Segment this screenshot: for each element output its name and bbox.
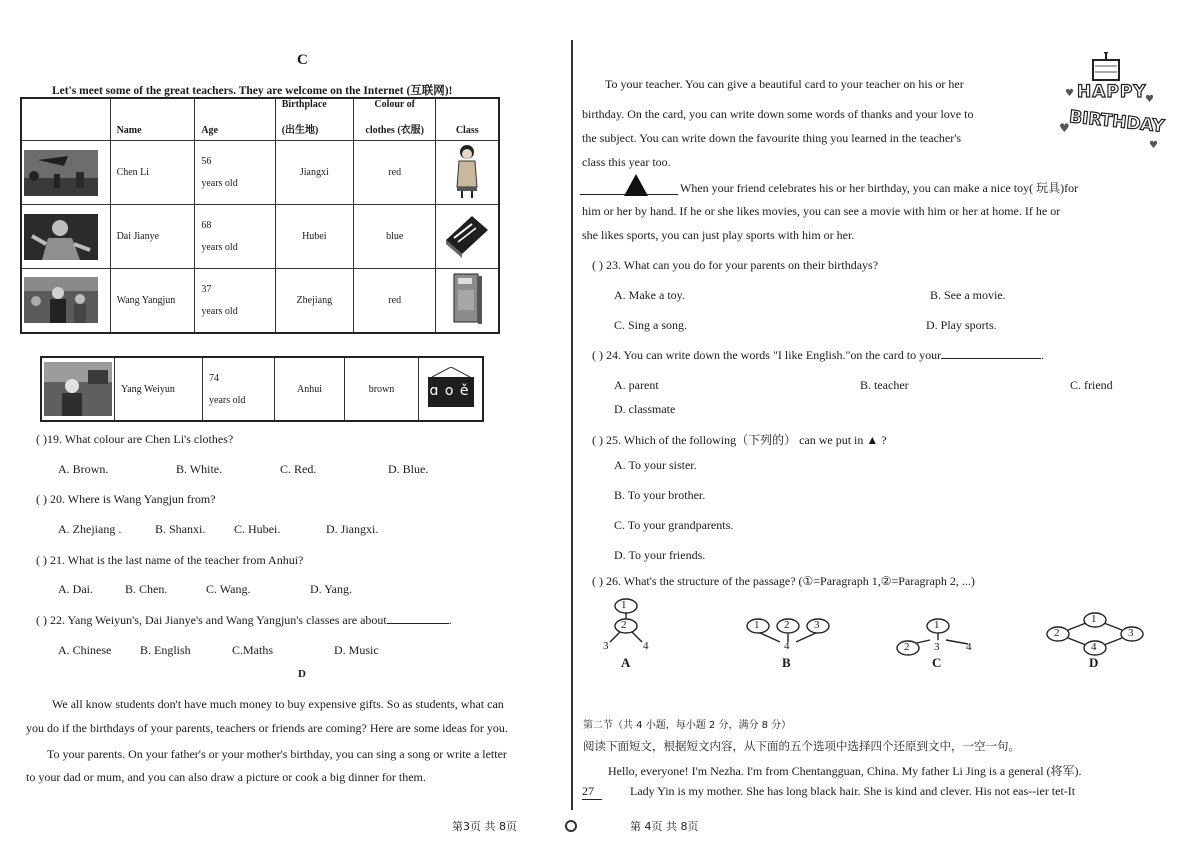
header-colour-line2: clothes (衣服) [365,125,424,136]
cell-age-unit: years old [201,242,238,253]
cell-age-num: 37 [201,283,212,295]
question-22-stem [36,613,452,628]
q21-option-d: D. Yang. [310,582,353,596]
section-2-instructions: 阅读下面短文，根据短文内容，从下面的五个选项中选择四个还原到文中，一空一句。 [583,739,1020,753]
header-photo [21,98,110,141]
diag-a-n4: 4 [643,640,649,652]
table-row [41,357,483,421]
cell-colour: blue [353,205,436,269]
svg-text:♥: ♥ [1065,88,1074,99]
q22-stem-text: ( ) 22. Yang Weiyun's, Dai Jianye's and Wang Yangjun's classes are about [36,613,387,627]
header-birthplace-line1: Birthplace [281,99,327,110]
q24-stem-text: ( ) 24. You can write down the words "I like English."on the card to your [592,348,942,362]
cell-name: Chen Li [110,141,195,205]
cell-age-num: 56 [201,156,212,167]
birthday-text-happy: HAPPY [1077,82,1147,102]
q25-option-b: B. To your brother. [614,488,706,502]
question-21-stem: ( ) 21. What is the last name of the teacher from Anhui? [36,553,304,567]
cell-name: Wang Yangjun [110,269,195,333]
section-2-title: 第二节（共 4 小题，每小题 2 分，满分 8 分） [583,720,792,731]
q23-option-c: C. Sing a song. [614,318,688,332]
cell-age-num: 74 [209,372,219,384]
diag-d-n3: 3 [1128,627,1134,639]
diag-c-n4: 4 [966,641,972,653]
cell-birthplace: Hubei [275,205,353,269]
q20-option-b: B. Shanxi. [155,522,206,536]
cell-age [195,141,275,205]
q25-option-c: C. To your grandparents. [614,518,734,532]
blackboard-text: ɑ o ě [429,382,470,399]
table-row [21,269,499,333]
section-c-title: C [297,52,308,68]
q20-option-a: A. Zhejiang . [58,522,122,536]
q23-option-a: A. Make a toy. [614,288,685,302]
diag-b-n1: 1 [754,619,760,631]
q24-option-b: B. teacher [860,378,909,392]
q19-option-d: D. Blue. [388,462,429,476]
section-d-title: D [298,668,306,680]
passage-friend-line-3: she likes sports, you can just play sports with him or her. [582,228,855,242]
nezha-passage-line-2: Lady Yin is my mother. She has long black hair. She is kind and clever. His not eas--ier tet-It [630,784,1076,798]
diagram-label-d: D [1089,655,1099,670]
page-footer-left: 第3页 共 8页 [452,820,517,833]
cell-age [195,269,275,333]
q24-answer-blank[interactable] [941,349,1041,359]
diag-d-n1: 1 [1091,613,1097,625]
header-age: Age [195,98,275,141]
question-23-stem: ( ) 23. What can you do for your parents on their birthdays? [592,258,879,272]
photo-chen-li [21,141,110,205]
class-image-figure [436,141,499,205]
passage-d-line-1: We all know students don't have much money to buy expensive gifts. So as students, what can [52,697,504,711]
cell-colour: red [353,141,436,205]
diag-a-n1: 1 [621,599,627,611]
passage-friend-line-2: him or her by hand. If he or she likes movies, you can see a movie with him or her at home. If he or [582,204,1061,218]
q24-option-d: D. classmate [614,402,676,416]
table-row [21,141,499,205]
passage-teacher-line-4: class this year too. [582,155,671,169]
question-19-stem: ( )19. What colour are Chen Li's clothes? [36,432,234,446]
passage-d-line-3: To your parents. On your father's or your mother's birthday, you can sing a song or write a letter [47,747,507,761]
cell-colour: red [353,269,436,333]
cell-birthplace: Jiangxi [275,141,353,205]
header-name: Name [110,98,195,141]
photo-dai-jianye [21,205,110,269]
page-divider [571,40,573,810]
passage-teacher-line-2: birthday. On the card, you can write down some words of thanks and your love to [582,107,974,121]
table-header-row [21,98,499,141]
photo-yang-weiyun [41,357,115,421]
question-20-stem: ( ) 20. Where is Wang Yangjun from? [36,492,216,506]
header-class: Class [436,98,499,141]
q22-option-b: B. English [140,643,191,657]
cell-age [195,205,275,269]
svg-text:♥: ♥ [1149,140,1158,151]
cell-age-num: 68 [201,220,212,231]
q22-option-d: D. Music [334,643,379,657]
q22-answer-blank[interactable] [387,614,449,624]
diag-d-n4: 4 [1091,641,1097,653]
q23-option-b: B. See a movie. [930,288,1006,302]
diagram-label-b: B [782,655,791,670]
q24-option-a: A. parent [614,378,659,392]
q21-option-a: A. Dai. [58,582,93,596]
q19-option-a: A. Brown. [58,462,109,476]
passage-teacher-line-3: the subject. You can write down the favourite thing you learned in the teacher's [582,131,962,145]
class-image-blackboard [419,357,484,421]
cell-age-unit: years old [209,394,246,406]
q25-option-a: A. To your sister. [614,458,697,472]
q22-option-a: A. Chinese [58,643,112,657]
page-footer-right: 第 4页 共 8页 [630,820,699,833]
svg-text:♥: ♥ [1145,94,1154,105]
nezha-blank-number[interactable]: 27 [582,783,602,800]
diagram-label-a: A [621,655,631,670]
q25-option-d: D. To your friends. [614,548,706,562]
q23-option-d: D. Play sports. [926,318,997,332]
triangle-marker-icon [624,174,648,196]
diag-b-n3: 3 [814,619,820,631]
cell-age-unit: years old [201,178,238,189]
cell-colour: brown [345,357,419,421]
teachers-table [20,97,500,334]
table-row [21,205,499,269]
header-birthplace [275,98,353,141]
question-25-stem: ( ) 25. Which of the following（下列的） can we put in ▲ ? [592,433,887,447]
passage-friend-line-1: When your friend celebrates his or her birthday, you can make a nice toy( 玩具)for [680,181,1079,195]
passage-d-line-2: you do if the birthdays of your parents, teachers or friends are coming? Here are some ideas for you. [26,721,508,735]
passage-teacher-line-1: To your teacher. You can give a beautiful card to your teacher on his or her [605,77,964,91]
header-colour-line1: Colour of [374,99,416,110]
diag-c-n1: 1 [934,619,940,631]
q24-option-c: C. friend [1070,378,1113,392]
structure-diagrams [590,596,1150,676]
cell-name: Dai Jianye [110,205,195,269]
diag-a-n2: 2 [621,619,627,631]
cell-birthplace: Anhui [275,357,345,421]
diag-c-n2: 2 [904,641,910,653]
teachers-table-row-4 [40,356,484,422]
q19-option-b: B. White. [176,462,223,476]
q22-option-c: C.Maths [232,643,274,657]
diag-d-n2: 2 [1054,627,1060,639]
header-colour [353,98,436,141]
section-c-intro: Let's meet some of the great teachers. They are welcome on the Internet (互联网)! [52,85,453,97]
q22-stem-tail: . [448,613,452,627]
diag-c-n3: 3 [934,641,940,653]
diag-b-n4: 4 [784,640,790,652]
question-24-stem [592,348,1044,363]
question-26-stem: ( ) 26. What's the structure of the passage? (①=Paragraph 1,②=Paragraph 2, ...) [592,574,975,588]
cell-name: Yang Weiyun [115,357,203,421]
header-birthplace-line2: (出生地) [281,125,319,136]
passage-d-line-4: to your dad or mum, and you can also draw a picture or cook a big dinner for them. [26,770,426,784]
diag-b-n2: 2 [784,619,790,631]
binding-hole-icon [565,820,577,832]
happy-birthday-image [1055,52,1166,158]
nezha-passage-line-1: Hello, everyone! I'm Nezha. I'm from Chentangguan, China. My father Li Jing is a general (将军). [608,764,1082,778]
birthday-text-birthday: BIRTHDAY [1068,107,1166,137]
class-image-book-red [436,269,499,333]
class-image-book-dark [436,205,499,269]
q21-option-c: C. Wang. [206,582,251,596]
q19-option-c: C. Red. [280,462,317,476]
photo-wang-yangjun [21,269,110,333]
q21-option-b: B. Chen. [125,582,168,596]
q20-option-c: C. Hubei. [234,522,281,536]
cell-age-unit: years old [201,305,238,317]
q20-option-d: D. Jiangxi. [326,522,379,536]
diag-a-n3: 3 [603,640,609,652]
svg-text:♥: ♥ [1059,121,1070,135]
q24-stem-tail: . [1041,348,1045,362]
diagram-label-c: C [932,655,942,670]
cell-birthplace: Zhejiang [275,269,353,333]
cell-age [203,357,275,421]
